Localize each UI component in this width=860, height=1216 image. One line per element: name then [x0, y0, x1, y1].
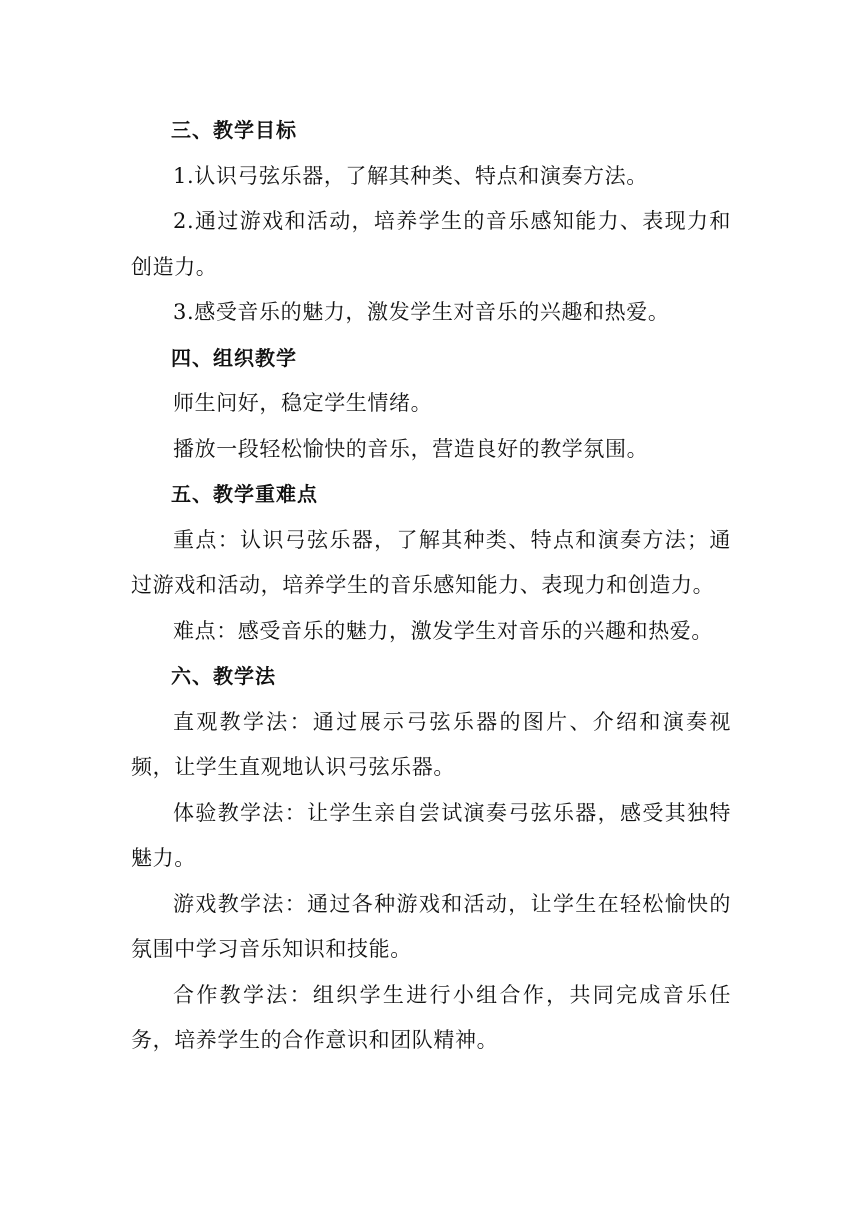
method-paragraph-cooperation: 合作教学法：组织学生进行小组合作，共同完成音乐任务，培养学生的合作意识和团队精神。 [131, 982, 731, 1052]
organization-paragraph-1: 师生问好，稳定学生情绪。 [173, 391, 433, 415]
objective-paragraph-3: 3.感受音乐的魅力，激发学生对音乐的兴趣和热爱。 [173, 300, 670, 324]
section-heading-class-organization: 四、组织教学 [171, 345, 297, 370]
section-heading-teaching-objectives: 三、教学目标 [171, 118, 297, 142]
document-body [131, 108, 731, 1064]
method-paragraph-experience: 体验教学法：让学生亲自尝试演奏弓弦乐器，感受其独特魅力。 [131, 800, 731, 870]
method-paragraph-intuitive: 直观教学法：通过展示弓弦乐器的图片、介绍和演奏视频，让学生直观地认识弓弦乐器。 [131, 709, 731, 779]
section-heading-key-points: 五、教学重难点 [171, 482, 318, 506]
section-heading-teaching-methods: 六、教学法 [171, 664, 276, 688]
method-paragraph-game: 游戏教学法：通过各种游戏和活动，让学生在轻松愉快的氛围中学习音乐知识和技能。 [131, 891, 731, 961]
objective-paragraph-2: 2.通过游戏和活动，培养学生的音乐感知能力、表现力和创造力。 [131, 209, 731, 279]
objective-paragraph-1: 1.认识弓弦乐器，了解其种类、特点和演奏方法。 [173, 163, 648, 188]
difficult-point-paragraph: 难点：感受音乐的魅力，激发学生对音乐的兴趣和热爱。 [173, 618, 713, 643]
key-point-paragraph: 重点：认识弓弦乐器，了解其种类、特点和演奏方法；通过游戏和活动，培养学生的音乐感知能力、表现力和创造力。 [131, 527, 731, 597]
organization-paragraph-2: 播放一段轻松愉快的音乐，营造良好的教学氛围。 [173, 436, 649, 461]
